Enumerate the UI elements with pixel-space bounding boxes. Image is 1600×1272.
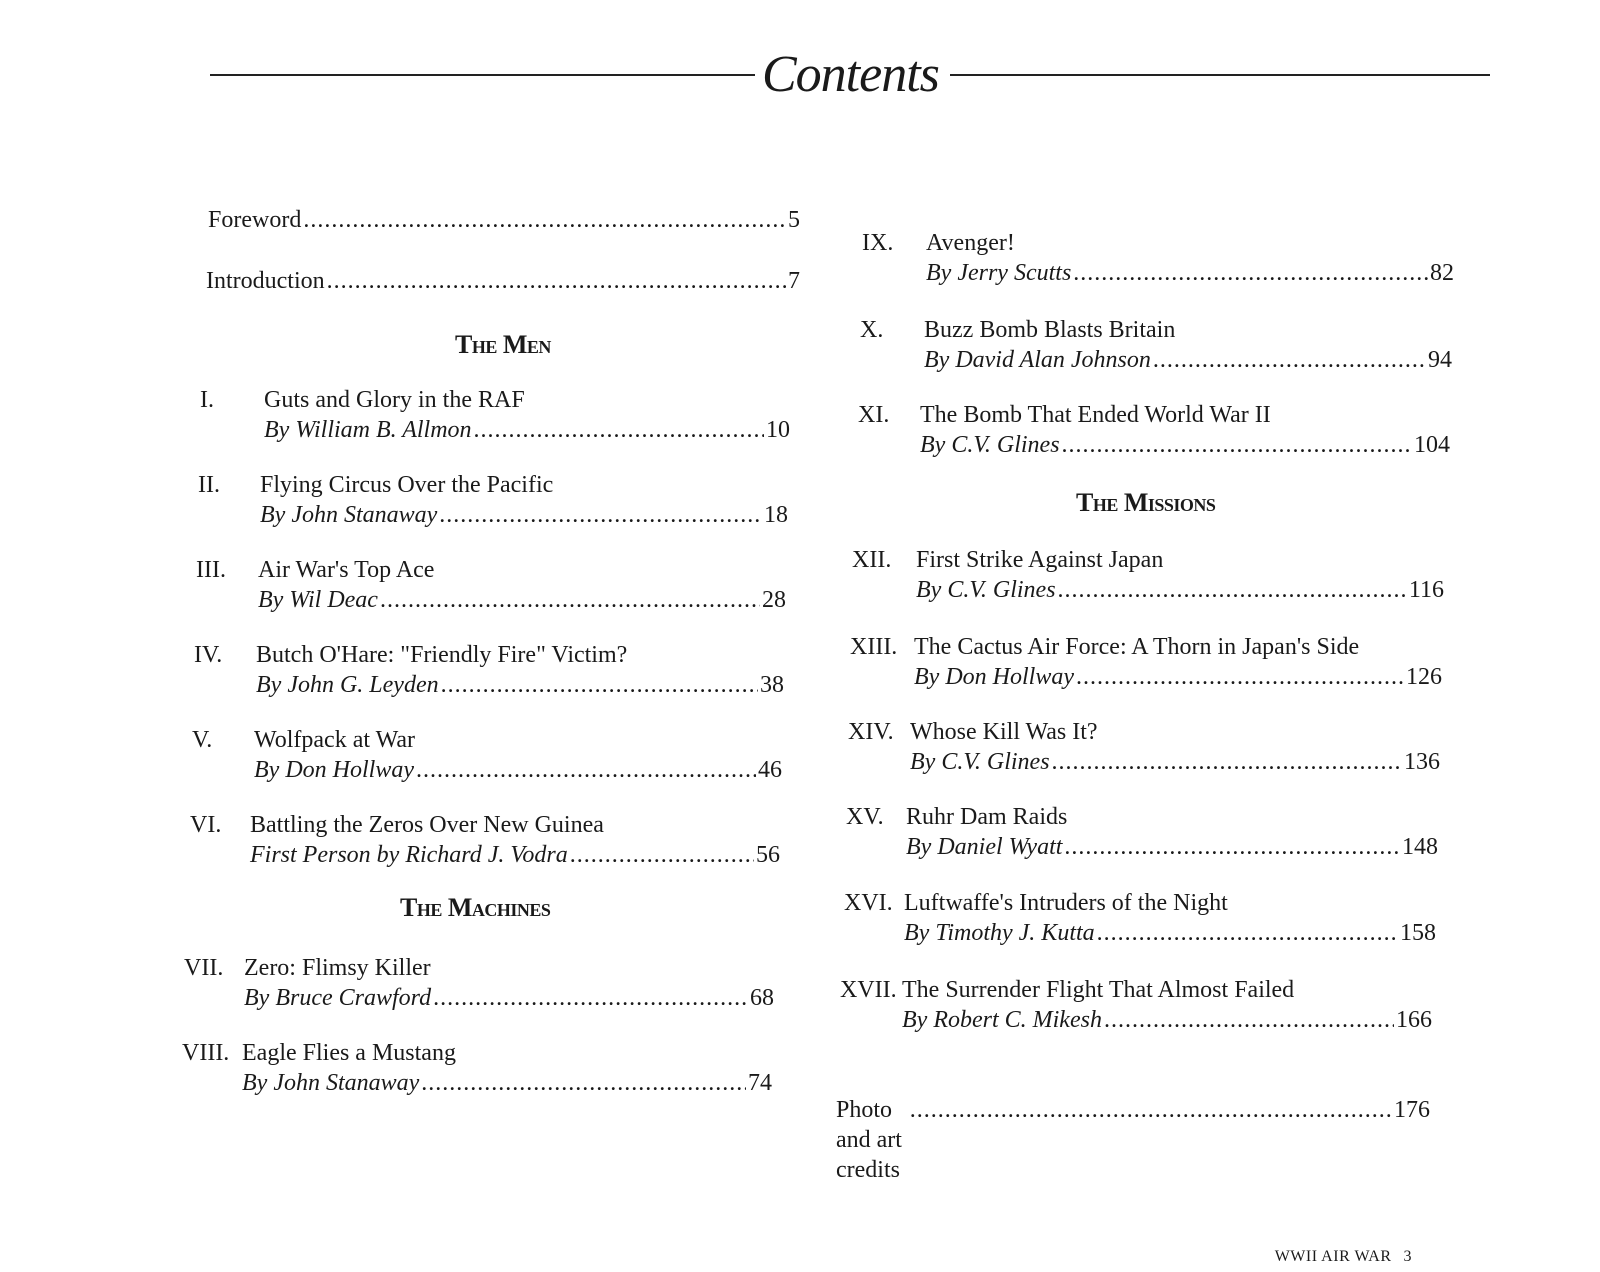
dot-leader xyxy=(910,1095,1392,1125)
chapter-title: The Bomb That Ended World War II xyxy=(920,402,1271,428)
dot-leader xyxy=(474,415,764,445)
chapter-page: 46 xyxy=(758,757,782,783)
chapter-author: By William B. Allmon xyxy=(264,417,472,443)
toc-entry-chapter[interactable] xyxy=(844,888,1436,948)
chapter-page: 56 xyxy=(756,842,780,868)
toc-entry-chapter[interactable] xyxy=(192,725,782,785)
chapter-page: 68 xyxy=(750,985,774,1011)
chapter-author: By C.V. Glines xyxy=(916,577,1056,603)
page-footer xyxy=(1263,1248,1412,1266)
chapter-author: By C.V. Glines xyxy=(910,749,1050,775)
toc-entry-chapter[interactable] xyxy=(852,545,1444,605)
dot-leader xyxy=(433,983,748,1013)
chapter-numeral: IX. xyxy=(862,230,894,256)
toc-entry-chapter[interactable] xyxy=(194,640,784,700)
entry-page: 5 xyxy=(788,207,800,233)
dot-leader xyxy=(1097,918,1398,948)
chapter-numeral: XVII. xyxy=(840,977,897,1003)
chapter-author: By David Alan Johnson xyxy=(924,347,1151,373)
toc-entry-introduction[interactable] xyxy=(206,266,800,296)
page-title: Contents xyxy=(762,46,939,103)
chapter-page: 10 xyxy=(766,417,790,443)
dot-leader xyxy=(439,500,762,530)
chapter-numeral: X. xyxy=(860,317,884,343)
toc-entry-chapter[interactable] xyxy=(862,228,1454,288)
chapter-author: By Don Hollway xyxy=(254,757,414,783)
chapter-title: Luftwaffe's Intruders of the Night xyxy=(904,890,1228,916)
chapter-numeral: V. xyxy=(192,727,213,753)
dot-leader xyxy=(1052,747,1402,777)
toc-entry-foreword[interactable] xyxy=(208,205,800,235)
chapter-author: By Wil Deac xyxy=(258,587,378,613)
toc-entry-photo-credits[interactable] xyxy=(836,1095,1430,1185)
entry-page: 176 xyxy=(1394,1097,1430,1123)
dot-leader xyxy=(1062,430,1412,460)
section-heading-missions: The Missions xyxy=(1076,488,1216,517)
chapter-page: 104 xyxy=(1414,432,1450,458)
entry-page: 7 xyxy=(788,268,800,294)
chapter-title: Flying Circus Over the Pacific xyxy=(260,472,554,498)
toc-entry-chapter[interactable] xyxy=(196,555,786,615)
chapter-author: By Timothy J. Kutta xyxy=(904,920,1095,946)
chapter-author: By C.V. Glines xyxy=(920,432,1060,458)
footer-publication: WWII AIR WAR xyxy=(1274,1248,1392,1265)
chapter-title: Wolfpack at War xyxy=(254,727,415,753)
dot-leader xyxy=(441,670,758,700)
chapter-title: First Strike Against Japan xyxy=(916,547,1164,573)
chapter-title: Air War's Top Ace xyxy=(258,557,435,583)
toc-entry-chapter[interactable] xyxy=(846,802,1438,862)
title-rule-left xyxy=(210,74,755,76)
chapter-title: Battling the Zeros Over New Guinea xyxy=(250,812,604,838)
chapter-page: 116 xyxy=(1408,577,1444,603)
chapter-title: Ruhr Dam Raids xyxy=(906,804,1068,830)
chapter-page: 148 xyxy=(1402,834,1438,860)
chapter-numeral: XIV. xyxy=(848,719,894,745)
chapter-title: The Surrender Flight That Almost Failed xyxy=(902,977,1295,1003)
entry-title: Introduction xyxy=(206,268,325,294)
chapter-author: By Bruce Crawford xyxy=(244,985,432,1011)
chapter-numeral: III. xyxy=(196,557,226,583)
dot-leader xyxy=(1073,258,1428,288)
dot-leader xyxy=(1058,575,1407,605)
chapter-title: Zero: Flimsy Killer xyxy=(244,955,431,981)
toc-entry-chapter[interactable] xyxy=(848,717,1440,777)
chapter-title: Avenger! xyxy=(926,230,1015,256)
chapter-page: 94 xyxy=(1428,347,1452,373)
toc-entry-chapter[interactable] xyxy=(190,810,780,870)
chapter-page: 136 xyxy=(1404,749,1440,775)
entry-title: Foreword xyxy=(208,207,302,233)
chapter-page: 158 xyxy=(1400,920,1436,946)
chapter-title: Guts and Glory in the RAF xyxy=(264,387,525,413)
chapter-numeral: VII. xyxy=(184,955,224,981)
entry-title: Photo and art credits xyxy=(836,1097,902,1183)
dot-leader xyxy=(303,205,786,235)
title-rule-right xyxy=(950,74,1490,76)
chapter-author: By John Stanaway xyxy=(242,1070,420,1096)
chapter-numeral: XIII. xyxy=(850,634,898,660)
chapter-numeral: XVI. xyxy=(844,890,893,916)
chapter-title: Buzz Bomb Blasts Britain xyxy=(924,317,1176,343)
chapter-page: 74 xyxy=(748,1070,772,1096)
dot-leader xyxy=(327,266,786,296)
chapter-numeral: XV. xyxy=(846,804,884,830)
toc-entry-chapter[interactable] xyxy=(184,953,774,1013)
chapter-author: By John Stanaway xyxy=(260,502,438,528)
chapter-author: By Daniel Wyatt xyxy=(906,834,1063,860)
chapter-author: By Robert C. Mikesh xyxy=(902,1007,1102,1033)
chapter-numeral: IV. xyxy=(194,642,223,668)
toc-entry-chapter[interactable] xyxy=(198,470,788,530)
toc-entry-chapter[interactable] xyxy=(182,1038,772,1098)
chapter-author: By Don Hollway xyxy=(914,664,1074,690)
dot-leader xyxy=(416,755,756,785)
chapter-numeral: XII. xyxy=(852,547,892,573)
chapter-numeral: XI. xyxy=(858,402,890,428)
chapter-author: By John G. Leyden xyxy=(256,672,439,698)
chapter-page: 126 xyxy=(1406,664,1442,690)
chapter-numeral: I. xyxy=(200,387,214,413)
dot-leader xyxy=(421,1068,746,1098)
dot-leader xyxy=(570,840,754,870)
chapter-author: By Jerry Scutts xyxy=(926,260,1072,286)
chapter-page: 82 xyxy=(1430,260,1454,286)
toc-entry-chapter[interactable] xyxy=(860,315,1452,375)
toc-entry-chapter[interactable] xyxy=(858,400,1450,460)
dot-leader xyxy=(380,585,760,615)
chapter-numeral: VIII. xyxy=(182,1040,230,1066)
toc-entry-chapter[interactable] xyxy=(840,975,1432,1035)
chapter-title: Whose Kill Was It? xyxy=(910,719,1098,745)
section-heading-machines: The Machines xyxy=(400,893,551,922)
chapter-page: 38 xyxy=(760,672,784,698)
chapter-page: 18 xyxy=(764,502,788,528)
chapter-title: Butch O'Hare: "Friendly Fire" Victim? xyxy=(256,642,628,668)
chapter-title: Eagle Flies a Mustang xyxy=(242,1040,456,1066)
dot-leader xyxy=(1153,345,1426,375)
chapter-page: 28 xyxy=(762,587,786,613)
contents-header xyxy=(210,40,1490,110)
toc-entry-chapter[interactable] xyxy=(850,632,1442,692)
dot-leader xyxy=(1104,1005,1394,1035)
chapter-author: First Person by Richard J. Vodra xyxy=(250,842,568,868)
chapter-numeral: VI. xyxy=(190,812,222,838)
footer-page-number: 3 xyxy=(1403,1248,1412,1265)
toc-entry-chapter[interactable] xyxy=(200,385,790,445)
dot-leader xyxy=(1076,662,1404,692)
chapter-title: The Cactus Air Force: A Thorn in Japan's Side xyxy=(914,634,1360,660)
chapter-numeral: II. xyxy=(198,472,220,498)
section-heading-men: The Men xyxy=(455,330,551,359)
dot-leader xyxy=(1064,832,1400,862)
chapter-page: 166 xyxy=(1396,1007,1432,1033)
